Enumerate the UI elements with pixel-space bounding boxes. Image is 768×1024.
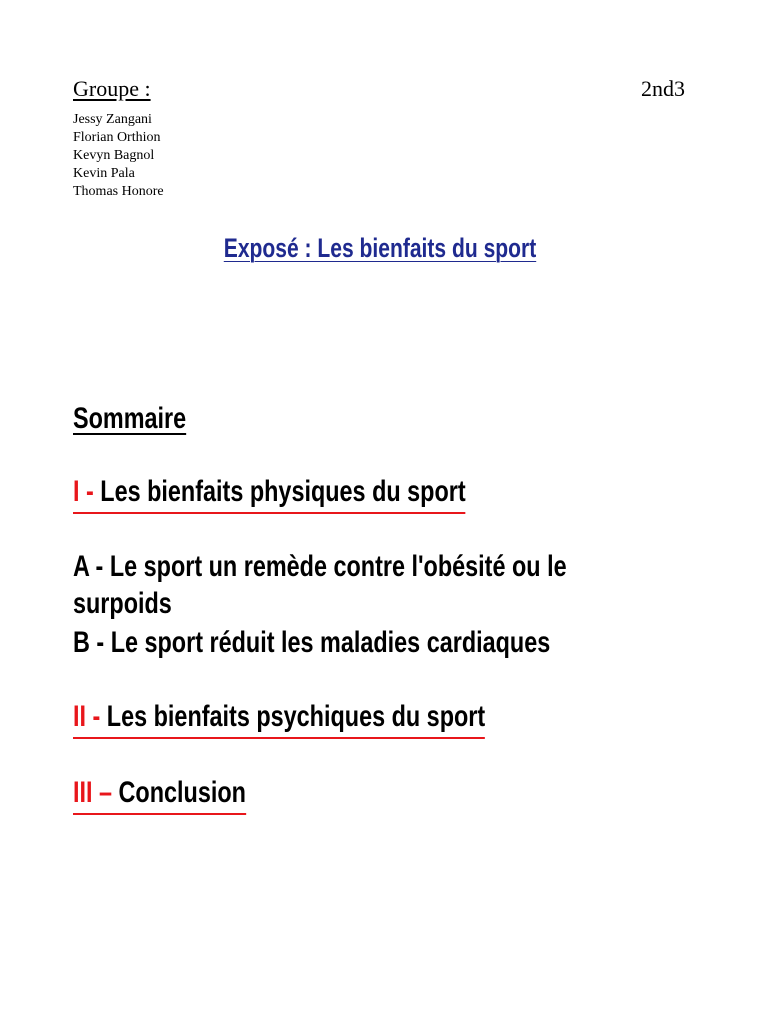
subsection-a-line-1: A - Le sport un remède contre l'obésité ou le (73, 550, 567, 583)
section-2-heading (73, 698, 485, 735)
document-title (84, 229, 677, 267)
group-label: Groupe : (73, 76, 151, 101)
subsection-a-line-2: surpoids (73, 587, 172, 620)
summary-heading: Sommaire (73, 402, 187, 435)
section-1-number: I - (73, 475, 101, 508)
subsection-b: B - Le sport réduit les maladies cardiaques (73, 626, 551, 659)
section-3-text: Conclusion (118, 776, 246, 809)
section-1-heading (73, 473, 466, 510)
section-2-text: Les bienfaits psychiques du sport (106, 700, 486, 733)
member-name: Kevyn Bagnol (73, 148, 155, 163)
member-name: Thomas Honore (73, 184, 164, 199)
section-2-underline (73, 700, 485, 739)
section-3-heading (73, 774, 246, 811)
section-1-underline (73, 475, 466, 514)
member-list (73, 111, 164, 201)
section-3-underline (73, 776, 246, 815)
member-name: Florian Orthion (73, 130, 161, 145)
member-name: Kevin Pala (73, 166, 135, 181)
section-2-number: II - (73, 700, 107, 733)
section-1-text: Les bienfaits physiques du sport (100, 475, 466, 508)
member-name: Jessy Zangani (73, 112, 152, 127)
class-label: 2nd3 (641, 76, 685, 101)
section-3-number: III – (73, 776, 119, 809)
document-title-text: Exposé : Les bienfaits du sport (223, 233, 537, 263)
